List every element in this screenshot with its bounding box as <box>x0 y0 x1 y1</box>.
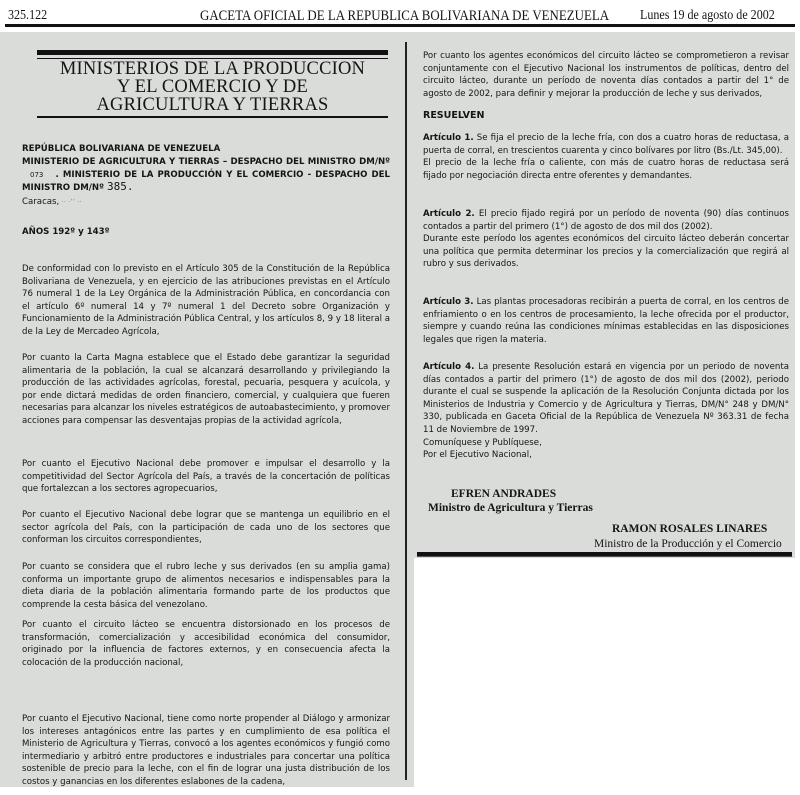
place: Caracas, <box>22 197 60 207</box>
ministry-heading <box>22 156 390 195</box>
title-line: MINISTERIOS DE LA PRODUCCION <box>59 59 366 79</box>
title-line: Y EL COMERCIO Y DE <box>117 77 308 97</box>
place-date: Caracas, ·· ·ʼʼ ·· <box>22 197 82 207</box>
signature-name: EFREN ANDRADES <box>451 488 557 500</box>
article-text: Las plantas procesadoras recibirán a puerta de corral, en los centros de enfriamiento o en los centros de procesamiento, la leche ofrecida por el productor, siempre y cuando reúna las condiciones mínimas establecidas en las disposiciones legales que rigen la materia. <box>423 297 789 345</box>
article-label: Artículo 1. <box>423 133 474 143</box>
resolution-number-handwritten: 385. <box>106 180 134 194</box>
ministry-text: . MINISTERIO DE LA PRODUCCIÓN Y EL COMERCIO - DESPACHO DEL MINISTRO DM/Nº <box>22 169 390 194</box>
page-number: 325.122 <box>8 8 48 23</box>
closing-text: Por el Ejecutivo Nacional, <box>423 450 532 461</box>
paragraph: Por cuanto el Ejecutivo Nacional debe promover e impulsar el desarrollo y la competitividad del Sector Agrícola del País, a través de la concertación de políticas que fortalezcan a los sectores agropecuarios, <box>22 459 390 495</box>
paragraph: Por cuanto la Carta Magna establece que el Estado debe garantizar la seguridad alimentaria de la población, la cual se alcanzará desarrollando y privilegiando la producción de las actividades agrícolas, forestal, pecuaria, pesquera y acuícola, y por ende dictará medidas de orden financiero, comercial, y cualquiera que fueren necesarias para alcanzar los niveles estratégicos de autoabastecimiento, y promover acciones para compensar las desventajas propias de la actividad agrícola, <box>22 353 390 426</box>
signature-role: Ministro de Agricultura y Tierras <box>428 502 593 514</box>
article-label: Artículo 2. <box>423 209 475 219</box>
section-end-rule <box>417 552 792 557</box>
paragraph: Por cuanto el circuito lácteo se encuentra distorsionado en los procesos de transformación, comercialización y accesibilidad económica del consumidor, originado por la influencia de factores externos, y en consecuencia afecta la colocación de la producción nacional, <box>22 620 390 668</box>
article-text: El precio fijado regirá por un período de noventa (90) días continuos contados a partir del primero (1°) de agosto de dos mil dos (2002). <box>423 209 789 232</box>
article-label: Artículo 3. <box>423 297 474 307</box>
article-4 <box>423 361 789 462</box>
resolve-heading: RESUELVEN <box>423 110 485 121</box>
header-rule <box>5 24 795 27</box>
column-divider <box>405 42 407 780</box>
title-rule-top <box>37 50 388 55</box>
article-label: Artículo 4. <box>423 362 475 372</box>
title-rule-bottom <box>37 116 388 118</box>
signature-name: RAMON ROSALES LINARES <box>612 523 768 535</box>
article-text: Se fija el precio de la leche fría, con dos a cuatro horas de reductasa, a puerta de corral, en trescientos cuarenta y cinco bolívares por litro (Bs./Lt. 345,00). <box>423 133 789 156</box>
article-2 <box>423 208 789 271</box>
publication-title: GACETA OFICIAL DE LA REPUBLICA BOLIVARIANA DE VENEZUELA <box>200 8 610 24</box>
signature-role: Ministro de la Producción y el Comercio <box>594 538 782 550</box>
ministry-text: MINISTERIO DE AGRICULTURA Y TIERRAS – DESPACHO DEL MINISTRO DM/Nº <box>22 157 390 167</box>
years-heading: AÑOS 192º y 143º <box>22 227 110 237</box>
article-text: La presente Resolución estará en vigencia por un periodo de noventa días contados a partir del primero (1°) de agosto de dos mil dos (2002), periodo durante el cual se suspende la aplicación de la Resolución Conjunta dictada por los Ministerios de Industria y Comercio y de Agricultura y Tierras, DM/N° 248 y DM/N° 330, publicada en Gaceta Oficial de la República de Venezuela Nº 363.31 de fecha 11 de Noviembre de 1997. <box>423 362 789 435</box>
paragraph: Por cuanto los agentes económicos del circuito lácteo se comprometieron a revisar conjuntamente con el Ejecutivo Nacional los instrumentos de políticas, dentro del circuito lácteo, durante un período de noventa días contados a partir del 1° de agosto de 2002, para definir y mejorar la producción de leche y sus derivados, <box>423 51 789 99</box>
issue-date: Lunes 19 de agosto de 2002 <box>640 8 775 23</box>
paragraph: Por cuanto se considera que el rubro leche y sus derivados (en su amplia gama) conforma un importante grupo de alimentos necesarios e indispensables para la dieta diaria de la población alimentaria formando parte de los productos que comprende la cesta básica del venezolano. <box>22 562 390 610</box>
republic-heading: REPÚBLICA BOLIVARIANA DE VENEZUELA <box>22 144 221 154</box>
title-line: AGRICULTURA Y TIERRAS <box>96 95 329 115</box>
paragraph: De conformidad con lo previsto en el Artículo 305 de la Constitución de la República Bolivariana de Venezuela, y en ejercicio de las atribuciones previstas en el Artículo 76 numeral 1 de la Ley Orgánica de la Administración Pública, en concordancia con el artículo 6º numeral 14 y 7º numeral 1 del Decreto sobre Organización y Funcionamiento de la Administración Pública Central, y los artículos 8, 9 y 18 literal a de la Ley de Mercadeo Agrícola, <box>22 264 390 337</box>
resolution-number: 073 <box>30 170 44 179</box>
article-text: El precio de la leche fría o caliente, con más de cuatro horas de reductasa será fijado por negociación directa entre oferentes y demandantes. <box>423 158 789 181</box>
article-1 <box>423 132 789 182</box>
article-text: Durante este período los agentes económicos del circuito lácteo deberán concertar una política que permita determinar los precios y la comercialización que regirá al rubro y sus derivados. <box>423 234 789 270</box>
paragraph: Por cuanto el Ejecutivo Nacional, tiene como norte propender al Diálogo y armonizar los intereses antagónicos entre las partes y en cumplimiento de esa política el Ministerio de Agricultura y Tierras, convocó a los agentes económicos y fungió como intermediario y arbitró entre productores e industriales para concertar una política sostenible de precio para la leche, con el fin de lograr una justa distribución de los costos y ganancias en los diferentes eslabones de la cadena, <box>22 714 390 787</box>
paragraph: Por cuanto el Ejecutivo Nacional debe lograr que se mantenga un equilibrio en el sector agrícola del País, con la participación de cada uno de los sectores que conforman los circuitos correspondientes, <box>22 510 390 546</box>
section-title <box>37 60 388 114</box>
article-3 <box>423 296 789 346</box>
closing-text: Comuníquese y Publíquese, <box>423 437 542 448</box>
